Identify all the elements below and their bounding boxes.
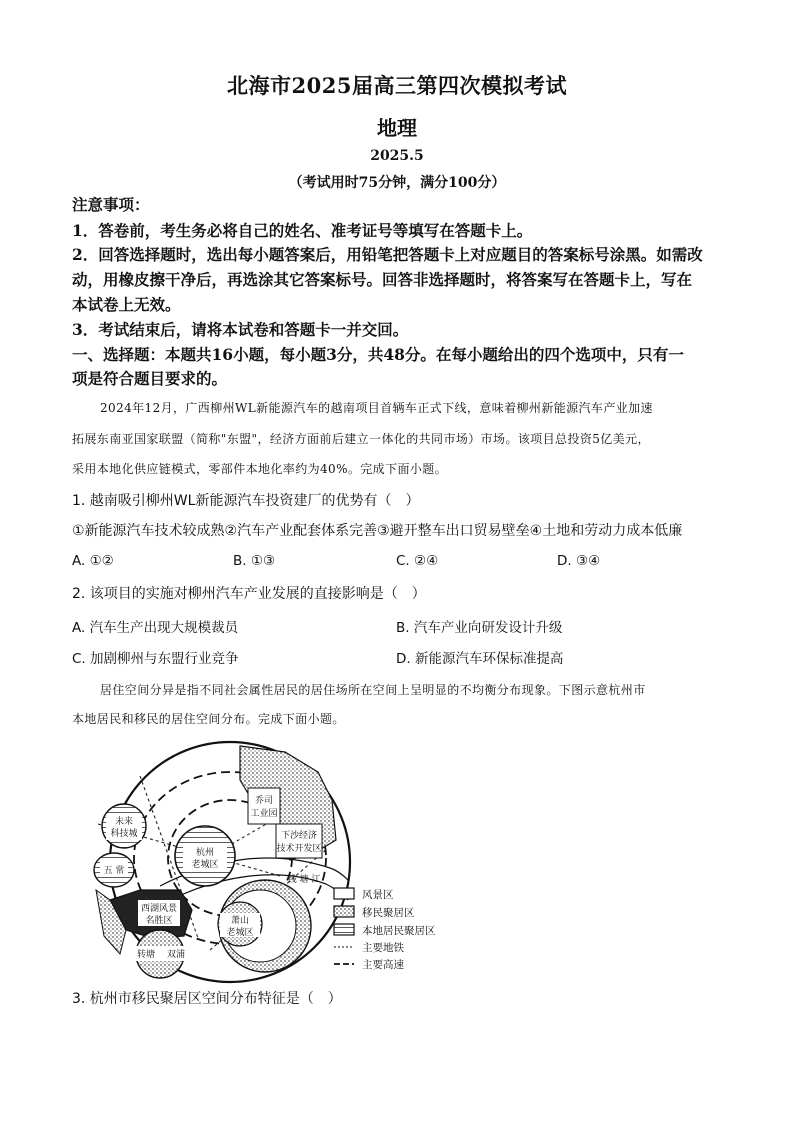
label-xihu-1: 西湖风景 xyxy=(140,904,178,914)
note-item-3: 3．考试结束后，请将本试卷和答题卡一并交回。 xyxy=(72,320,409,339)
question-1-option-b[interactable]: B. ①③ xyxy=(233,553,276,569)
label-wuchang: 五 常 xyxy=(103,866,125,876)
question-1-option-c[interactable]: C. ②④ xyxy=(396,553,439,569)
label-xiasha-1: 下沙经济 xyxy=(280,831,318,841)
section-1-heading-line-1: 一、选择题：本题共16小题，每小题3分，共48分。在每小题给出的四个选项中，只有一 xyxy=(72,345,684,364)
legend-local: 本地居民聚居区 xyxy=(362,925,436,937)
passage-2-line-1: 居住空间分异是指不同社会属性居民的居住场所在空间上呈明显的不均衡分布现象。下图示意杭州市 xyxy=(100,683,646,697)
passage-1-line-2: 拓展东南亚国家联盟（简称"东盟"，经济方面前后建立一体化的共同市场）市场。该项目总投资5亿美元， xyxy=(72,432,650,446)
note-item-2-line-1: 2．回答选择题时，选出每小题答案后，用铅笔把答题卡上对应题目的答案标号涂黑。如需改 xyxy=(72,245,703,264)
passage-1-line-3: 采用本地化供应链模式，零部件本地化率约为40%。完成下面小题。 xyxy=(72,462,448,476)
exam-time-note: （考试用时75分钟，满分100分） xyxy=(288,175,506,191)
label-weilai-2: 科技城 xyxy=(110,829,138,839)
question-1-stem: 1. 越南吸引柳州WL新能源汽车投资建厂的优势有（ ） xyxy=(72,493,420,509)
legend-swatch-local xyxy=(334,924,354,935)
label-qiaosi-1: 乔司 xyxy=(254,796,274,806)
exam-title: 北海市2025届高三第四次模拟考试 xyxy=(227,73,567,98)
question-2-option-c[interactable]: C. 加剧柳州与东盟行业竞争 xyxy=(72,651,239,667)
label-xihu-2: 名胜区 xyxy=(145,916,173,926)
question-2-option-d[interactable]: D. 新能源汽车环保标准提高 xyxy=(396,651,564,667)
question-1-statements: ①新能源汽车技术较成熟②汽车产业配套体系完善③避开整车出口贸易壁垒④土地和劳动力成本低廉 xyxy=(72,523,683,539)
label-qiantang: 钱 塘 江 xyxy=(287,875,321,885)
note-item-1: 1．答卷前，考生务必将自己的姓名、准考证号等填写在答题卡上。 xyxy=(72,221,533,240)
label-xiaoshan-2: 老城区 xyxy=(226,928,254,938)
note-item-2-line-2: 动，用橡皮擦干净后，再选涂其它答案标号。回答非选择题时，将答案写在答题卡上，写在 xyxy=(72,270,693,289)
map-legend xyxy=(334,888,436,971)
question-2-option-b[interactable]: B. 汽车产业向研发设计升级 xyxy=(396,620,563,636)
label-qiaosi-2: 工业园 xyxy=(250,809,278,819)
notes-heading: 注意事项： xyxy=(72,195,150,214)
legend-metro: 主要地铁 xyxy=(362,942,404,954)
exam-date: 2025.5 xyxy=(370,148,424,164)
question-3-stem: 3. 杭州市移民聚居区空间分布特征是（ ） xyxy=(72,991,342,1007)
hangzhou-residence-map xyxy=(80,740,460,985)
question-2-stem: 2. 该项目的实施对柳州汽车产业发展的直接影响是（ ） xyxy=(72,586,426,602)
legend-highway: 主要高速 xyxy=(362,959,404,971)
legend-swatch-scenic xyxy=(334,888,354,899)
question-1-option-d[interactable]: D. ③④ xyxy=(557,553,601,569)
question-1-option-a[interactable]: A. ①② xyxy=(72,553,114,569)
legend-scenic: 风景区 xyxy=(362,889,394,901)
question-2-option-a[interactable]: A. 汽车生产出现大规模裁员 xyxy=(72,620,239,636)
label-laocheng-1: 杭州 xyxy=(195,848,215,858)
passage-1-line-1: 2024年12月，广西柳州WL新能源汽车的越南项目首辆车正式下线，意味着柳州新能源汽车产业加速 xyxy=(100,401,653,415)
label-laocheng-2: 老城区 xyxy=(191,860,219,870)
legend-migrant: 移民聚居区 xyxy=(362,907,415,919)
note-item-2-line-3: 本试卷上无效。 xyxy=(72,295,181,314)
subject-title: 地理 xyxy=(377,116,417,140)
label-zhuantang: 转塘 xyxy=(136,950,156,960)
label-weilai-1: 未来 xyxy=(114,817,134,827)
label-shuangpu: 双浦 xyxy=(166,950,186,960)
label-xiaoshan-1: 萧山 xyxy=(230,916,250,926)
label-xiasha-2: 技术开发区 xyxy=(276,844,322,854)
legend-swatch-migrant xyxy=(334,906,354,917)
passage-2-line-2: 本地居民和移民的居住空间分布。完成下面小题。 xyxy=(72,712,345,726)
section-1-heading-line-2: 项是符合题目要求的。 xyxy=(72,369,228,388)
